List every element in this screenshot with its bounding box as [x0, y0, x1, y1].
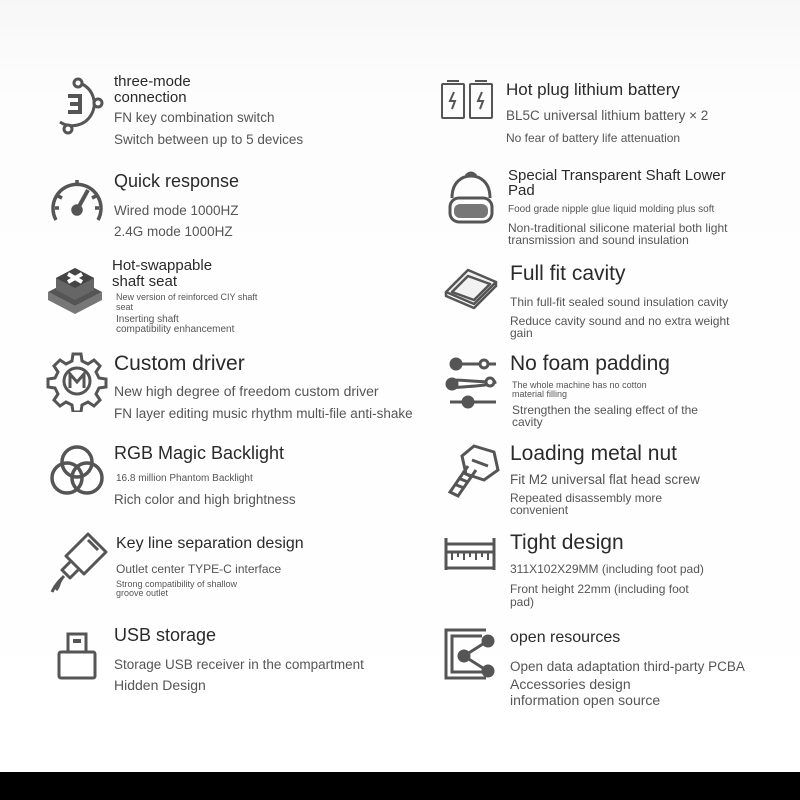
custom-driver-desc-2: FN layer editing music rhythm multi-file anti-shake	[114, 406, 413, 421]
usb-desc-2: Hidden Design	[114, 677, 206, 693]
speedometer-icon	[46, 172, 108, 234]
hot-swappable-title-1: Hot-swappable	[112, 257, 213, 274]
key-line-desc-2: Strong compatibility of shallow	[116, 579, 238, 589]
tight-desc-1: 311X102X29MM (including foot pad)	[510, 562, 704, 576]
shaft-pad-desc-3: transmission and sound insulation	[508, 233, 689, 247]
full-fit-desc-1: Thin full-fit sealed sound insulation cavity	[510, 295, 729, 309]
hot-plug-desc-2: No fear of battery life attenuation	[506, 131, 681, 145]
no-foam-desc-4: cavity	[512, 415, 543, 429]
metal-nut-desc-3: convenient	[510, 503, 569, 517]
open-title: open resources	[510, 629, 621, 646]
rgb-title: RGB Magic Backlight	[114, 443, 285, 463]
sliders-icon	[442, 352, 504, 414]
metal-nut-desc-2: Repeated disassembly more	[510, 491, 663, 505]
shaft-pad-desc-1: Food grade nipple glue liquid molding plus soft	[508, 204, 715, 215]
rgb-desc-1: 16.8 million Phantom Backlight	[116, 473, 253, 484]
share-icon	[442, 626, 504, 688]
three-mode-desc-1: FN key combination switch	[114, 110, 275, 125]
three-mode-title-2: connection	[114, 89, 187, 106]
quick-response-desc-1: Wired mode 1000HZ	[114, 203, 239, 218]
metal-nut-desc-1: Fit M2 universal flat head screw	[510, 472, 700, 487]
shaft-pad-desc-2: Non-traditional silicone material both light	[508, 221, 728, 235]
hot-plug-desc-1: BL5C universal lithium battery × 2	[506, 108, 709, 123]
hot-plug-title: Hot plug lithium battery	[506, 80, 680, 99]
key-line-desc-1: Outlet center TYPE-C interface	[116, 562, 282, 576]
open-desc-1: Open data adaptation third-party PCBA	[510, 659, 745, 674]
open-desc-2: Accessories design	[510, 676, 631, 692]
three-mode-title-1: three-mode	[114, 73, 191, 90]
no-foam-desc-3: Strengthen the sealing effect of the	[512, 403, 698, 417]
no-foam-title: No foam padding	[510, 352, 670, 375]
rgb-desc-2: Rich color and high brightness	[114, 492, 296, 507]
no-foam-desc-2: material filling	[512, 389, 568, 399]
hot-swappable-desc-4: compatibility enhancement	[116, 324, 235, 335]
full-fit-title: Full fit cavity	[510, 262, 626, 285]
three-mode-connection-icon	[46, 74, 108, 136]
custom-driver-desc-1: New high degree of freedom custom driver	[114, 383, 379, 399]
hot-swappable-desc-2: seat	[116, 302, 134, 312]
no-foam-desc-1: The whole machine has no cotton	[512, 380, 647, 390]
key-line-desc-3: groove outlet	[116, 588, 169, 598]
switch-seat-icon	[44, 258, 106, 320]
gear-icon	[46, 350, 108, 412]
usb-desc-1: Storage USB receiver in the compartment	[114, 657, 364, 672]
custom-driver-title: Custom driver	[114, 352, 245, 375]
screw-icon	[442, 440, 504, 502]
usb-title: USB storage	[114, 625, 217, 645]
ruler-icon	[442, 530, 504, 592]
key-line-title: Key line separation design	[116, 535, 304, 552]
metal-nut-title: Loading metal nut	[510, 442, 677, 465]
shaft-pad-icon	[440, 168, 502, 230]
tight-title: Tight design	[510, 531, 624, 554]
hot-swappable-desc-1: New version of reinforced CIY shaft	[116, 292, 258, 302]
quick-response-title: Quick response	[114, 171, 240, 191]
three-mode-desc-2: Switch between up to 5 devices	[114, 132, 304, 147]
tight-desc-3: pad)	[510, 595, 535, 609]
cavity-icon	[442, 262, 504, 324]
quick-response-desc-2: 2.4G mode 1000HZ	[114, 224, 233, 239]
full-fit-desc-2: Reduce cavity sound and no extra weight	[510, 314, 730, 328]
rgb-circles-icon	[46, 440, 108, 502]
hot-swappable-desc-3: Inserting shaft	[116, 314, 179, 325]
bottom-bar	[0, 772, 800, 800]
shaft-pad-title-1: Special Transparent Shaft Lower	[508, 167, 726, 184]
type-c-cable-icon	[48, 532, 110, 594]
tight-desc-2: Front height 22mm (including foot	[510, 582, 689, 596]
open-desc-3: information open source	[510, 692, 661, 708]
usb-icon	[46, 624, 108, 686]
full-fit-desc-3: gain	[510, 326, 533, 340]
battery-icon	[438, 78, 500, 140]
shaft-pad-title-2: Pad	[508, 182, 535, 199]
hot-swappable-title-2: shaft seat	[112, 273, 178, 290]
